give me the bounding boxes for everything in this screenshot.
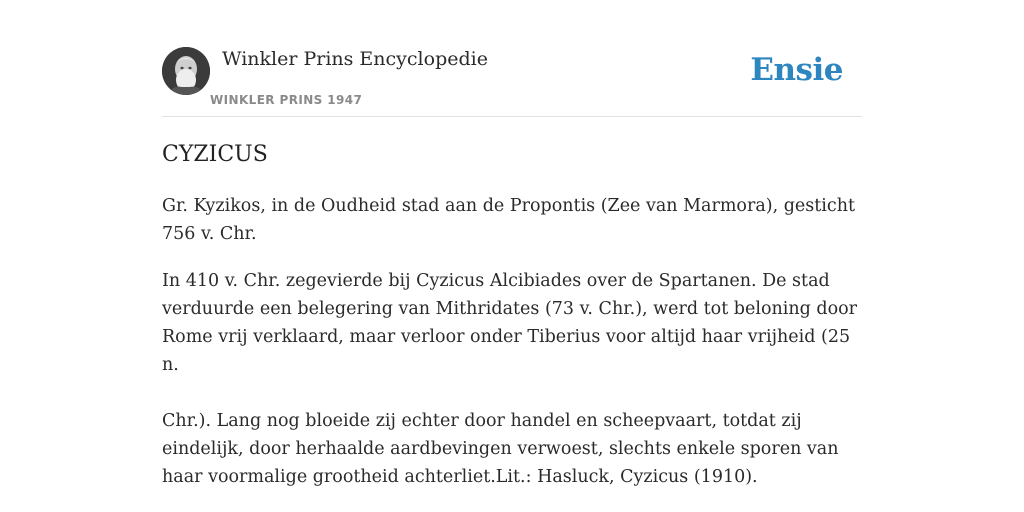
article-body bbox=[162, 192, 862, 510]
article-paragraph: Chr.). Lang nog bloeide zij echter door handel en scheepvaart, totdat zij eindelijk, door herhaalde aardbevingen verwoest, slechts enkele sporen van haar voormalige grootheid achterliet.Lit.: Hasluck, Cyzicus (1910). bbox=[162, 411, 839, 487]
site-header bbox=[162, 44, 862, 117]
ensie-logo[interactable]: Ensie bbox=[750, 52, 843, 88]
article-paragraph: Gr. Kyzikos, in de Oudheid stad aan de Propontis (Zee van Marmora), gesticht 756 v. Chr. bbox=[162, 196, 855, 244]
site-name[interactable]: Winkler Prins Encyclopedie bbox=[222, 48, 488, 70]
article-paragraph: In 410 v. Chr. zegevierde bij Cyzicus Alcibiades over de Spartanen. De stad verduurde een belegering van Mithridates (73 v. Chr.), werd tot beloning door Rome vrij verklaard, maar verloor onder Tiberius voor altijd haar vrijheid (25 n. bbox=[162, 271, 858, 375]
portrait-avatar-icon[interactable] bbox=[162, 47, 210, 95]
article-title: CYZICUS bbox=[162, 142, 268, 167]
edition-label[interactable]: WINKLER PRINS 1947 bbox=[210, 93, 363, 107]
